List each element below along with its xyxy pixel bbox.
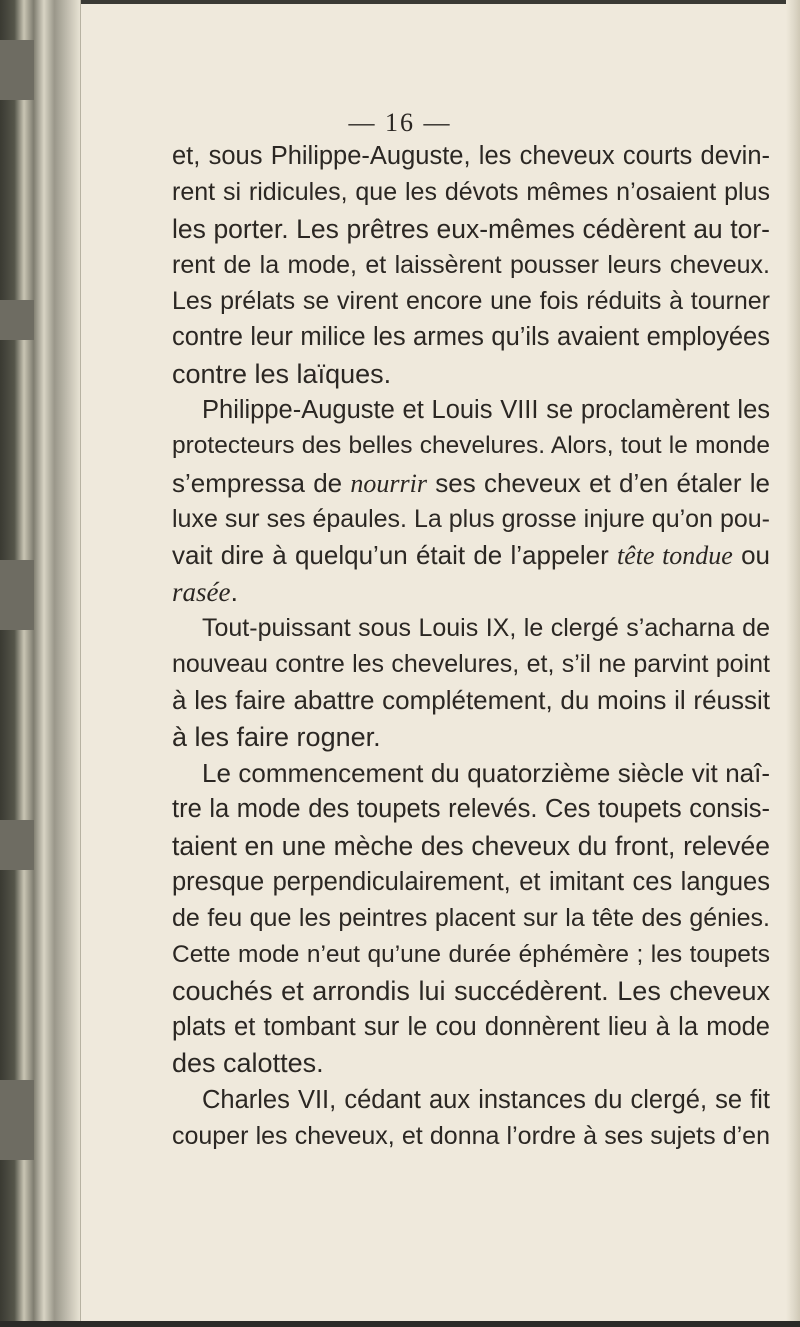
text-line: nouveau contre les chevelures, et, s’il ne parvint point — [172, 650, 770, 679]
binding-mark — [0, 40, 34, 100]
italic-word: rasée — [172, 576, 231, 607]
page-top-edge — [0, 0, 800, 4]
text-line: contre leur milice les armes qu’ils avaient employées — [172, 323, 770, 352]
page-bottom-edge — [0, 1321, 800, 1327]
text-line: Le commencement du quatorzième siècle vit naî- — [202, 758, 770, 789]
text-segment: ou — [732, 540, 770, 571]
text-segment: vait dire à quelqu’un était de l’appeler — [172, 540, 618, 571]
page-right-edge — [786, 0, 800, 1327]
text-segment: . — [230, 576, 238, 607]
text-segment: ses cheveux et d’en étaler le — [426, 467, 770, 498]
text-line — [172, 465, 770, 501]
text-line: à les faire rogner. — [172, 721, 381, 752]
binding-mark — [0, 820, 34, 870]
text-line: à les faire abattre complétement, du moins il réussit — [172, 685, 770, 716]
text-line: plats et tombant sur le cou donnèrent lieu à la mode — [172, 1013, 770, 1042]
text-line: Cette mode n’eut qu’une durée éphémère ; les toupets — [172, 940, 770, 968]
book-binding-edge — [0, 0, 81, 1327]
body-text — [172, 138, 770, 1154]
text-line: contre les laïques. — [172, 358, 392, 389]
text-line: protecteurs des belles chevelures. Alors, tout le monde — [172, 432, 770, 460]
text-line: tre la mode des toupets relevés. Ces toupets consis- — [172, 795, 770, 824]
text-line — [172, 574, 770, 610]
text-line: et, sous Philippe-Auguste, les cheveux courts devin- — [172, 142, 770, 170]
binding-mark — [0, 1080, 34, 1160]
page-number: — 16 — — [348, 108, 452, 137]
text-line: Tout-puissant sous Louis IX, le clergé s’acharna de — [202, 613, 770, 642]
text-segment: s’empressa de — [172, 467, 351, 498]
text-line: couchés et arrondis lui succédèrent. Les cheveux — [172, 975, 770, 1006]
text-line: des calottes. — [172, 1048, 324, 1079]
text-line: les porter. Les prêtres eux-mêmes cédèrent au tor- — [172, 213, 770, 244]
text-line — [172, 537, 770, 573]
text-line: Philippe-Auguste et Louis VIII se proclamèrent les — [202, 396, 770, 425]
text-line: presque perpendiculairement, et imitant ces langues — [172, 867, 770, 896]
text-line: rent de la mode, et laissèrent pousser leurs cheveux. — [172, 250, 770, 279]
italic-word: nourrir — [350, 468, 427, 498]
italic-phrase: tête tondue — [617, 541, 733, 571]
text-line: taient en une mèche des cheveux du front, relevée — [172, 830, 770, 861]
text-line: Les prélats se virent encore une fois réduits à tourner — [172, 287, 770, 316]
binding-mark — [0, 560, 34, 630]
text-line: couper les cheveux, et donna l’ordre à ses sujets d’en — [172, 1122, 770, 1151]
binding-mark — [0, 300, 34, 340]
text-line: rent si ridicules, que les dévots mêmes n’osaient plus — [172, 178, 770, 207]
text-line: de feu que les peintres placent sur la tête des génies. — [172, 904, 770, 933]
text-line: luxe sur ses épaules. La plus grosse injure qu’on pou- — [172, 504, 770, 533]
text-line: Charles VII, cédant aux instances du clergé, se fit — [202, 1085, 770, 1114]
